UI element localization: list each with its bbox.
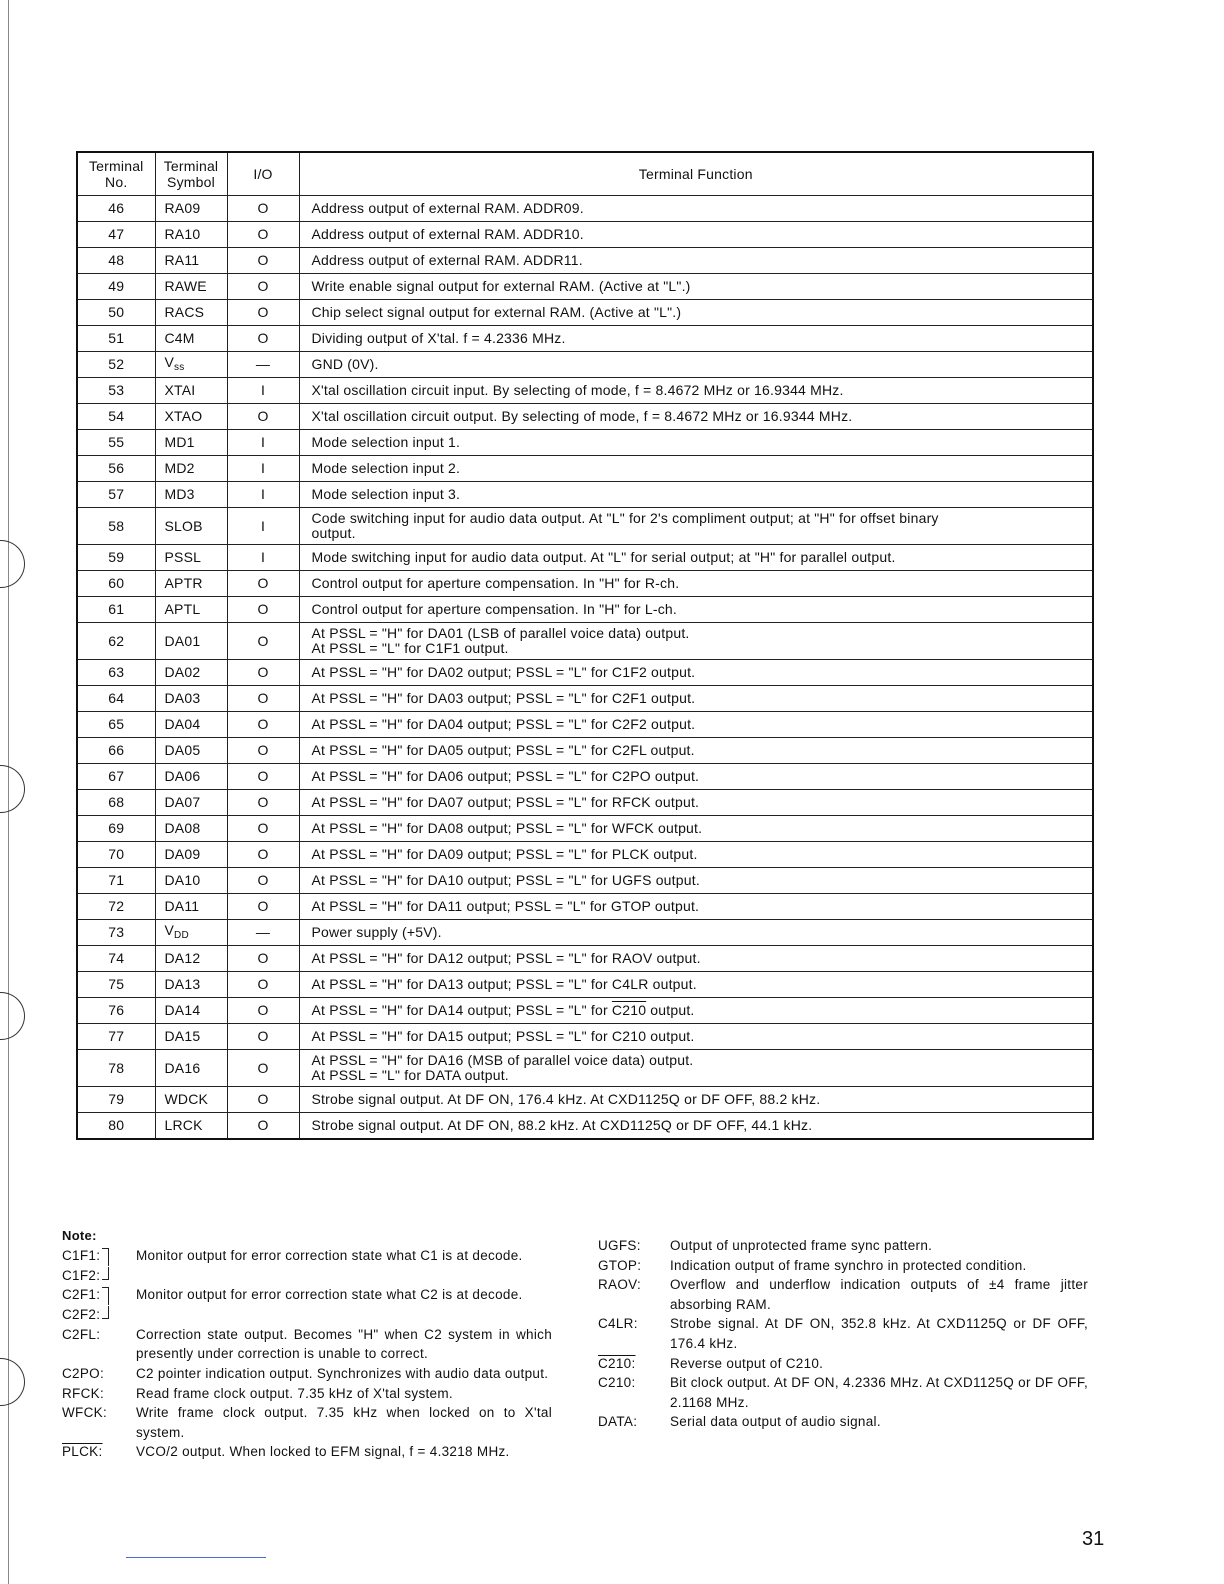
- note-description: Output of unprotected frame sync pattern.: [670, 1238, 933, 1253]
- cell-terminal-no: 54: [77, 404, 155, 430]
- cell-terminal-symbol: SLOB: [155, 508, 227, 545]
- cell-terminal-symbol: DA16: [155, 1050, 227, 1087]
- note-term: C4LR:: [598, 1316, 638, 1332]
- table-row: [77, 571, 1093, 597]
- table-row: [77, 300, 1093, 326]
- cell-terminal-symbol: C4M: [155, 326, 227, 352]
- cell-terminal-symbol: DA03: [155, 686, 227, 712]
- note-term: C1F1: C1F2:: [62, 1246, 136, 1286]
- table-row: [77, 946, 1093, 972]
- cell-terminal-no: 51: [77, 326, 155, 352]
- cell-terminal-function: X'tal oscillation circuit output. By selecting of mode, f = 8.4672 MHz or 16.9344 MHz.: [299, 404, 1093, 430]
- cell-terminal-symbol: RAWE: [155, 274, 227, 300]
- table-row: [77, 508, 1093, 545]
- cell-io: O: [227, 1024, 299, 1050]
- note-item: [598, 1314, 1088, 1353]
- cell-io: O: [227, 712, 299, 738]
- cell-io: O: [227, 816, 299, 842]
- terminal-function-table: [76, 151, 1094, 1140]
- cell-io: O: [227, 842, 299, 868]
- cell-io: O: [227, 972, 299, 998]
- cell-terminal-no: 67: [77, 764, 155, 790]
- cell-terminal-function: Mode selection input 3.: [299, 482, 1093, 508]
- cell-io: O: [227, 998, 299, 1024]
- cell-terminal-no: 57: [77, 482, 155, 508]
- note-term: RAOV:: [598, 1277, 642, 1293]
- note-description: Read frame clock output. 7.35 kHz of X'tal system.: [136, 1385, 453, 1401]
- cell-terminal-function: At PSSL = "H" for DA15 output; PSSL = "L" for C210 output.: [299, 1024, 1093, 1050]
- table-header-row: [77, 152, 1093, 196]
- note-term: C210:: [598, 1355, 636, 1371]
- note-item: [598, 1236, 1088, 1256]
- cell-terminal-symbol: DA13: [155, 972, 227, 998]
- note-term: [62, 1325, 136, 1364]
- scan-artifact-line: [126, 1557, 266, 1558]
- cell-terminal-function: Dividing output of X'tal. f = 4.2336 MHz.: [299, 326, 1093, 352]
- cell-terminal-function: Strobe signal output. At DF ON, 176.4 kHz. At CXD1125Q or DF OFF, 88.2 kHz.: [299, 1087, 1093, 1113]
- cell-io: O: [227, 1050, 299, 1087]
- note-item: [598, 1373, 1088, 1412]
- cell-io: I: [227, 430, 299, 456]
- cell-io: I: [227, 545, 299, 571]
- table-row: [77, 712, 1093, 738]
- note-term: C2PO:: [62, 1365, 105, 1381]
- notes-left-column: [62, 1226, 552, 1462]
- cell-terminal-function: Mode selection input 2.: [299, 456, 1093, 482]
- cell-io: O: [227, 623, 299, 660]
- table-row: [77, 1024, 1093, 1050]
- note-term: [62, 1403, 136, 1442]
- cell-terminal-symbol: WDCK: [155, 1087, 227, 1113]
- cell-terminal-function: Address output of external RAM. ADDR10.: [299, 222, 1093, 248]
- cell-terminal-symbol: APTL: [155, 597, 227, 623]
- cell-terminal-symbol: PSSL: [155, 545, 227, 571]
- cell-terminal-symbol: LRCK: [155, 1113, 227, 1140]
- cell-terminal-symbol: DA12: [155, 946, 227, 972]
- punch-hole-mark: [0, 992, 25, 1040]
- note-description: Correction state output. Becomes "H" when C2 system in which presently under correction is unable to correct.: [136, 1326, 552, 1362]
- cell-terminal-no: 48: [77, 248, 155, 274]
- cell-terminal-no: 75: [77, 972, 155, 998]
- cell-io: O: [227, 404, 299, 430]
- cell-terminal-symbol: DA10: [155, 868, 227, 894]
- table-row: [77, 1113, 1093, 1140]
- note-term: PLCK:: [62, 1444, 103, 1460]
- cell-terminal-symbol: DA08: [155, 816, 227, 842]
- note-term: [598, 1236, 670, 1256]
- table-row: [77, 597, 1093, 623]
- cell-terminal-no: 65: [77, 712, 155, 738]
- cell-terminal-function: Write enable signal output for external RAM. (Active at "L".): [299, 274, 1093, 300]
- note-term: C210:: [598, 1375, 636, 1391]
- cell-terminal-no: 71: [77, 868, 155, 894]
- note-description: Strobe signal. At DF ON, 352.8 kHz. At CXD1125Q or DF OFF, 176.4 kHz.: [670, 1316, 1088, 1351]
- cell-io: O: [227, 597, 299, 623]
- table-row: [77, 196, 1093, 222]
- note-term: GTOP:: [598, 1257, 642, 1273]
- cell-terminal-symbol: RA09: [155, 196, 227, 222]
- cell-terminal-function: Strobe signal output. At DF ON, 88.2 kHz. At CXD1125Q or DF OFF, 44.1 kHz.: [299, 1113, 1093, 1140]
- cell-terminal-function: Mode switching input for audio data output. At "L" for serial output; at "H" for parallel output.: [299, 545, 1093, 571]
- note-term: [62, 1442, 136, 1462]
- cell-terminal-no: 70: [77, 842, 155, 868]
- cell-terminal-function: Code switching input for audio data output. At "L" for 2's compliment output; at "H" for offset binary output.: [299, 508, 1093, 545]
- cell-terminal-function: Address output of external RAM. ADDR09.: [299, 196, 1093, 222]
- cell-terminal-no: 46: [77, 196, 155, 222]
- cell-terminal-no: 62: [77, 623, 155, 660]
- cell-terminal-no: 56: [77, 456, 155, 482]
- cell-io: O: [227, 790, 299, 816]
- cell-io: —: [227, 352, 299, 378]
- note-term: [598, 1314, 670, 1353]
- cell-terminal-function: Address output of external RAM. ADDR11.: [299, 248, 1093, 274]
- cell-terminal-no: 66: [77, 738, 155, 764]
- cell-io: O: [227, 738, 299, 764]
- table-row: [77, 972, 1093, 998]
- cell-io: O: [227, 660, 299, 686]
- note-description: Write frame clock output. 7.35 kHz when locked on to X'tal system.: [136, 1405, 552, 1440]
- table-row: [77, 790, 1093, 816]
- cell-terminal-no: 60: [77, 571, 155, 597]
- cell-terminal-symbol: DA05: [155, 738, 227, 764]
- table-row: [77, 660, 1093, 686]
- cell-io: I: [227, 378, 299, 404]
- cell-terminal-no: 53: [77, 378, 155, 404]
- cell-io: O: [227, 571, 299, 597]
- table-row: [77, 404, 1093, 430]
- cell-terminal-symbol: DA11: [155, 894, 227, 920]
- note-description: Overflow and underflow indication outputs of ±4 frame jitter absorbing RAM.: [670, 1277, 1088, 1312]
- cell-terminal-function: At PSSL = "H" for DA14 output; PSSL = "L" for C210 output.: [299, 998, 1093, 1024]
- note-term: [598, 1354, 670, 1374]
- cell-terminal-no: 80: [77, 1113, 155, 1140]
- cell-terminal-no: 74: [77, 946, 155, 972]
- cell-terminal-no: 76: [77, 998, 155, 1024]
- note-item: [62, 1285, 552, 1325]
- cell-terminal-no: 52: [77, 352, 155, 378]
- note-item: [62, 1403, 552, 1442]
- note-term: C2FL:: [62, 1326, 101, 1342]
- cell-terminal-function: At PSSL = "H" for DA01 (LSB of parallel voice data) output. At PSSL = "L" for C1F1 output.: [299, 623, 1093, 660]
- table-row: [77, 430, 1093, 456]
- notes-title: Note:: [62, 1228, 97, 1243]
- note-description: VCO/2 output. When locked to EFM signal, f = 4.3218 MHz.: [136, 1444, 510, 1460]
- cell-terminal-function: At PSSL = "H" for DA05 output; PSSL = "L" for C2FL output.: [299, 738, 1093, 764]
- cell-io: I: [227, 508, 299, 545]
- table-row: [77, 482, 1093, 508]
- cell-io: O: [227, 326, 299, 352]
- cell-terminal-symbol: DA06: [155, 764, 227, 790]
- table-row: [77, 545, 1093, 571]
- note-item: [62, 1364, 552, 1384]
- cell-io: O: [227, 686, 299, 712]
- cell-terminal-symbol: DA09: [155, 842, 227, 868]
- cell-terminal-function: At PSSL = "H" for DA16 (MSB of parallel voice data) output. At PSSL = "L" for DATA output.: [299, 1050, 1093, 1087]
- note-item: [62, 1384, 552, 1404]
- cell-terminal-symbol: $V_{ss}$: [155, 352, 227, 378]
- cell-terminal-function: At PSSL = "H" for DA11 output; PSSL = "L" for GTOP output.: [299, 894, 1093, 920]
- cell-terminal-function: At PSSL = "H" for DA03 output; PSSL = "L" for C2F1 output.: [299, 686, 1093, 712]
- cell-io: O: [227, 868, 299, 894]
- cell-terminal-function: Control output for aperture compensation. In "H" for R-ch.: [299, 571, 1093, 597]
- note-item: [62, 1246, 552, 1286]
- cell-terminal-function: At PSSL = "H" for DA09 output; PSSL = "L" for PLCK output.: [299, 842, 1093, 868]
- cell-io: O: [227, 1113, 299, 1140]
- cell-terminal-function: X'tal oscillation circuit input. By selecting of mode, f = 8.4672 MHz or 16.9344 MHz.: [299, 378, 1093, 404]
- note-term: [598, 1256, 670, 1276]
- cell-terminal-symbol: APTR: [155, 571, 227, 597]
- cell-terminal-no: 68: [77, 790, 155, 816]
- note-description: Reverse output of C210.: [670, 1355, 824, 1371]
- cell-terminal-function: At PSSL = "H" for DA04 output; PSSL = "L" for C2F2 output.: [299, 712, 1093, 738]
- cell-io: —: [227, 920, 299, 946]
- table-row: [77, 1087, 1093, 1113]
- note-item: [598, 1275, 1088, 1314]
- table-row: [77, 623, 1093, 660]
- note-item: [598, 1256, 1088, 1276]
- cell-io: O: [227, 764, 299, 790]
- header-terminal-symbol: Terminal Symbol: [155, 152, 227, 196]
- cell-terminal-symbol: DA01: [155, 623, 227, 660]
- cell-terminal-symbol: DA15: [155, 1024, 227, 1050]
- note-term: [598, 1373, 670, 1412]
- cell-terminal-function: At PSSL = "H" for DA07 output; PSSL = "L" for RFCK output.: [299, 790, 1093, 816]
- table-row: [77, 686, 1093, 712]
- cell-io: O: [227, 222, 299, 248]
- cell-terminal-no: 77: [77, 1024, 155, 1050]
- cell-terminal-no: 49: [77, 274, 155, 300]
- cell-terminal-no: 55: [77, 430, 155, 456]
- cell-io: O: [227, 248, 299, 274]
- note-term: DATA:: [598, 1414, 638, 1430]
- cell-terminal-no: 79: [77, 1087, 155, 1113]
- note-item: [598, 1412, 1088, 1432]
- cell-terminal-symbol: $V_{DD}$: [155, 920, 227, 946]
- cell-terminal-symbol: DA14: [155, 998, 227, 1024]
- table-row: [77, 248, 1093, 274]
- note-term: RFCK:: [62, 1385, 104, 1401]
- cell-terminal-no: 50: [77, 300, 155, 326]
- note-term: [598, 1412, 670, 1432]
- cell-terminal-function: At PSSL = "H" for DA02 output; PSSL = "L" for C1F2 output.: [299, 660, 1093, 686]
- cell-io: O: [227, 196, 299, 222]
- note-term: WFCK:: [62, 1405, 107, 1421]
- cell-terminal-function: Power supply (+5V).: [299, 920, 1093, 946]
- cell-io: O: [227, 274, 299, 300]
- cell-terminal-no: 73: [77, 920, 155, 946]
- cell-terminal-function: At PSSL = "H" for DA08 output; PSSL = "L" for WFCK output.: [299, 816, 1093, 842]
- cell-terminal-symbol: MD3: [155, 482, 227, 508]
- cell-io: O: [227, 300, 299, 326]
- table-row: [77, 456, 1093, 482]
- cell-terminal-function: Control output for aperture compensation. In "H" for L-ch.: [299, 597, 1093, 623]
- notes-right-column: [598, 1236, 1088, 1432]
- cell-terminal-function: Chip select signal output for external RAM. (Active at "L".): [299, 300, 1093, 326]
- punch-hole-mark: [0, 1358, 25, 1406]
- table-row: [77, 378, 1093, 404]
- cell-terminal-symbol: MD2: [155, 456, 227, 482]
- cell-terminal-function: Mode selection input 1.: [299, 430, 1093, 456]
- cell-terminal-function: GND (0V).: [299, 352, 1093, 378]
- note-description: Serial data output of audio signal.: [670, 1414, 881, 1430]
- cell-terminal-no: 64: [77, 686, 155, 712]
- cell-terminal-symbol: RACS: [155, 300, 227, 326]
- cell-io: O: [227, 894, 299, 920]
- cell-terminal-symbol: RA10: [155, 222, 227, 248]
- table-row: [77, 326, 1093, 352]
- punch-hole-mark: [0, 765, 25, 813]
- cell-io: I: [227, 456, 299, 482]
- note-description: Bit clock output. At DF ON, 4.2336 MHz. At CXD1125Q or DF OFF, 2.1168 MHz.: [670, 1375, 1088, 1410]
- note-term: [598, 1275, 670, 1314]
- note-item: [62, 1442, 552, 1462]
- cell-terminal-symbol: DA07: [155, 790, 227, 816]
- cell-terminal-no: 61: [77, 597, 155, 623]
- note-item: [598, 1354, 1088, 1374]
- cell-terminal-no: 63: [77, 660, 155, 686]
- cell-terminal-symbol: MD1: [155, 430, 227, 456]
- cell-terminal-no: 72: [77, 894, 155, 920]
- note-description: Indication output of frame synchro in protected condition.: [670, 1257, 1027, 1273]
- cell-terminal-no: 58: [77, 508, 155, 545]
- note-description: Monitor output for error correction state what C1 is at decode.: [136, 1247, 523, 1263]
- cell-terminal-symbol: XTAI: [155, 378, 227, 404]
- note-term: UGFS:: [598, 1238, 641, 1253]
- table-row: [77, 868, 1093, 894]
- table-row: [77, 222, 1093, 248]
- cell-terminal-function: At PSSL = "H" for DA13 output; PSSL = "L" for C4LR output.: [299, 972, 1093, 998]
- table-row: [77, 998, 1093, 1024]
- page-number: 31: [1082, 1528, 1105, 1550]
- table-row: [77, 764, 1093, 790]
- table-row: [77, 842, 1093, 868]
- punch-hole-mark: [0, 540, 25, 588]
- table-row: [77, 816, 1093, 842]
- cell-terminal-no: 59: [77, 545, 155, 571]
- cell-terminal-function: At PSSL = "H" for DA12 output; PSSL = "L" for RAOV output.: [299, 946, 1093, 972]
- note-term: [62, 1384, 136, 1404]
- note-item: [62, 1325, 552, 1364]
- cell-terminal-symbol: DA02: [155, 660, 227, 686]
- table-row: [77, 274, 1093, 300]
- header-io: I/O: [227, 152, 299, 196]
- note-term: C2F1: C2F2:: [62, 1285, 136, 1325]
- table-row: [77, 1050, 1093, 1087]
- table-row: [77, 920, 1093, 946]
- cell-terminal-function: At PSSL = "H" for DA06 output; PSSL = "L" for C2PO output.: [299, 764, 1093, 790]
- table-row: [77, 894, 1093, 920]
- cell-terminal-no: 69: [77, 816, 155, 842]
- note-description: C2 pointer indication output. Synchronizes with audio data output.: [136, 1365, 549, 1381]
- cell-terminal-function: At PSSL = "H" for DA10 output; PSSL = "L" for UGFS output.: [299, 868, 1093, 894]
- table-row: [77, 352, 1093, 378]
- cell-terminal-symbol: RA11: [155, 248, 227, 274]
- note-description: Monitor output for error correction state what C2 is at decode.: [136, 1287, 523, 1303]
- note-term: [62, 1364, 136, 1384]
- cell-io: O: [227, 1087, 299, 1113]
- header-terminal-function: Terminal Function: [299, 152, 1093, 196]
- cell-terminal-no: 78: [77, 1050, 155, 1087]
- header-terminal-no: Terminal No.: [77, 152, 155, 196]
- cell-terminal-no: 47: [77, 222, 155, 248]
- table-row: [77, 738, 1093, 764]
- cell-terminal-symbol: DA04: [155, 712, 227, 738]
- cell-io: O: [227, 946, 299, 972]
- cell-io: I: [227, 482, 299, 508]
- cell-terminal-symbol: XTAO: [155, 404, 227, 430]
